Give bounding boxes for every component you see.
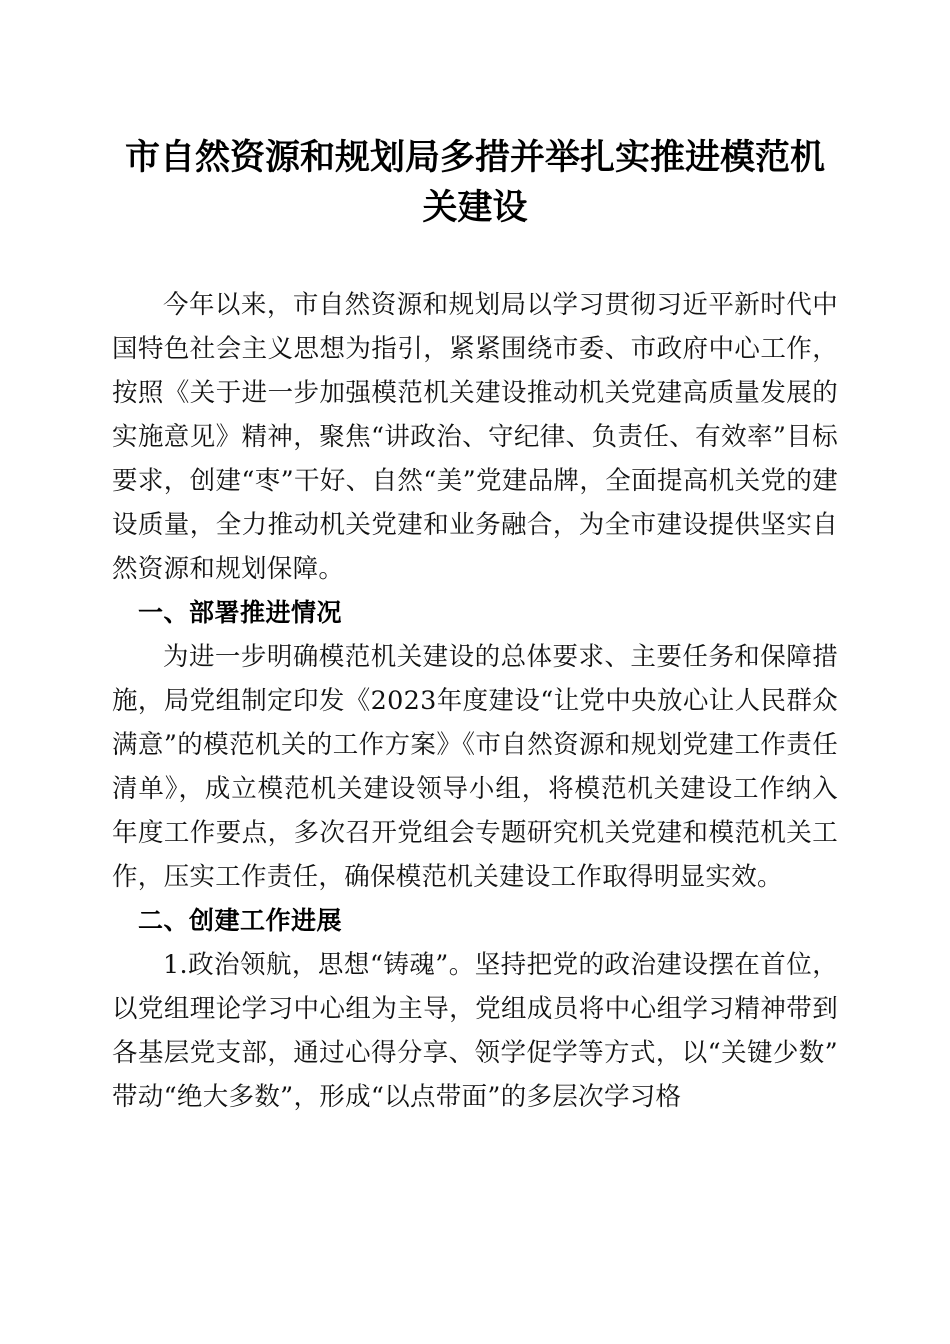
intro-paragraph: 今年以来，市自然资源和规划局以学习贯彻习近平新时代中国特色社会主义思想为指引，紧紧围绕市委、市政府中心工作，按照《关于进一步加强模范机关建设推动机关党建高质量发展的实施意见》精神，聚焦“讲政治、守纪律、负责任、有效率”目标要求，创建“枣”干好、自然“美”党建品牌，全面提高机关党的建设质量，全力推动机关党建和业务融合，为全市建设提供坚实自然资源和规划保障。 <box>112 290 838 584</box>
document-content-column <box>112 0 838 1119</box>
section-1-paragraph: 为进一步明确模范机关建设的总体要求、主要任务和保障措施，局党组制定印发《2023年度建设“让党中央放心让人民群众满意”的模范机关的工作方案》《市自然资源和规划党建工作责任清单》，成立模范机关建设领导小组，将模范机关建设工作纳入年度工作要点，多次召开党组会专题研究机关党建和模范机关工作，压实工作责任，确保模范机关建设工作取得明显实效。 <box>112 642 838 892</box>
section-2-item-1-paragraph: 1.政治领航，思想“铸魂”。坚持把党的政治建设摆在首位，以党组理论学习中心组为主导，党组成员将中心组学习精神带到各基层党支部，通过心得分享、领学促学等方式，以“关键少数”带动“绝大多数”，形成“以点带面”的多层次学习格 <box>112 950 838 1112</box>
section-heading-2: 二、创建工作进展 <box>138 906 343 935</box>
page-title: 市自然资源和规划局多措并举扎实推进模范机关建设 <box>124 137 825 228</box>
section-heading-1: 一、部署推进情况 <box>138 598 343 627</box>
